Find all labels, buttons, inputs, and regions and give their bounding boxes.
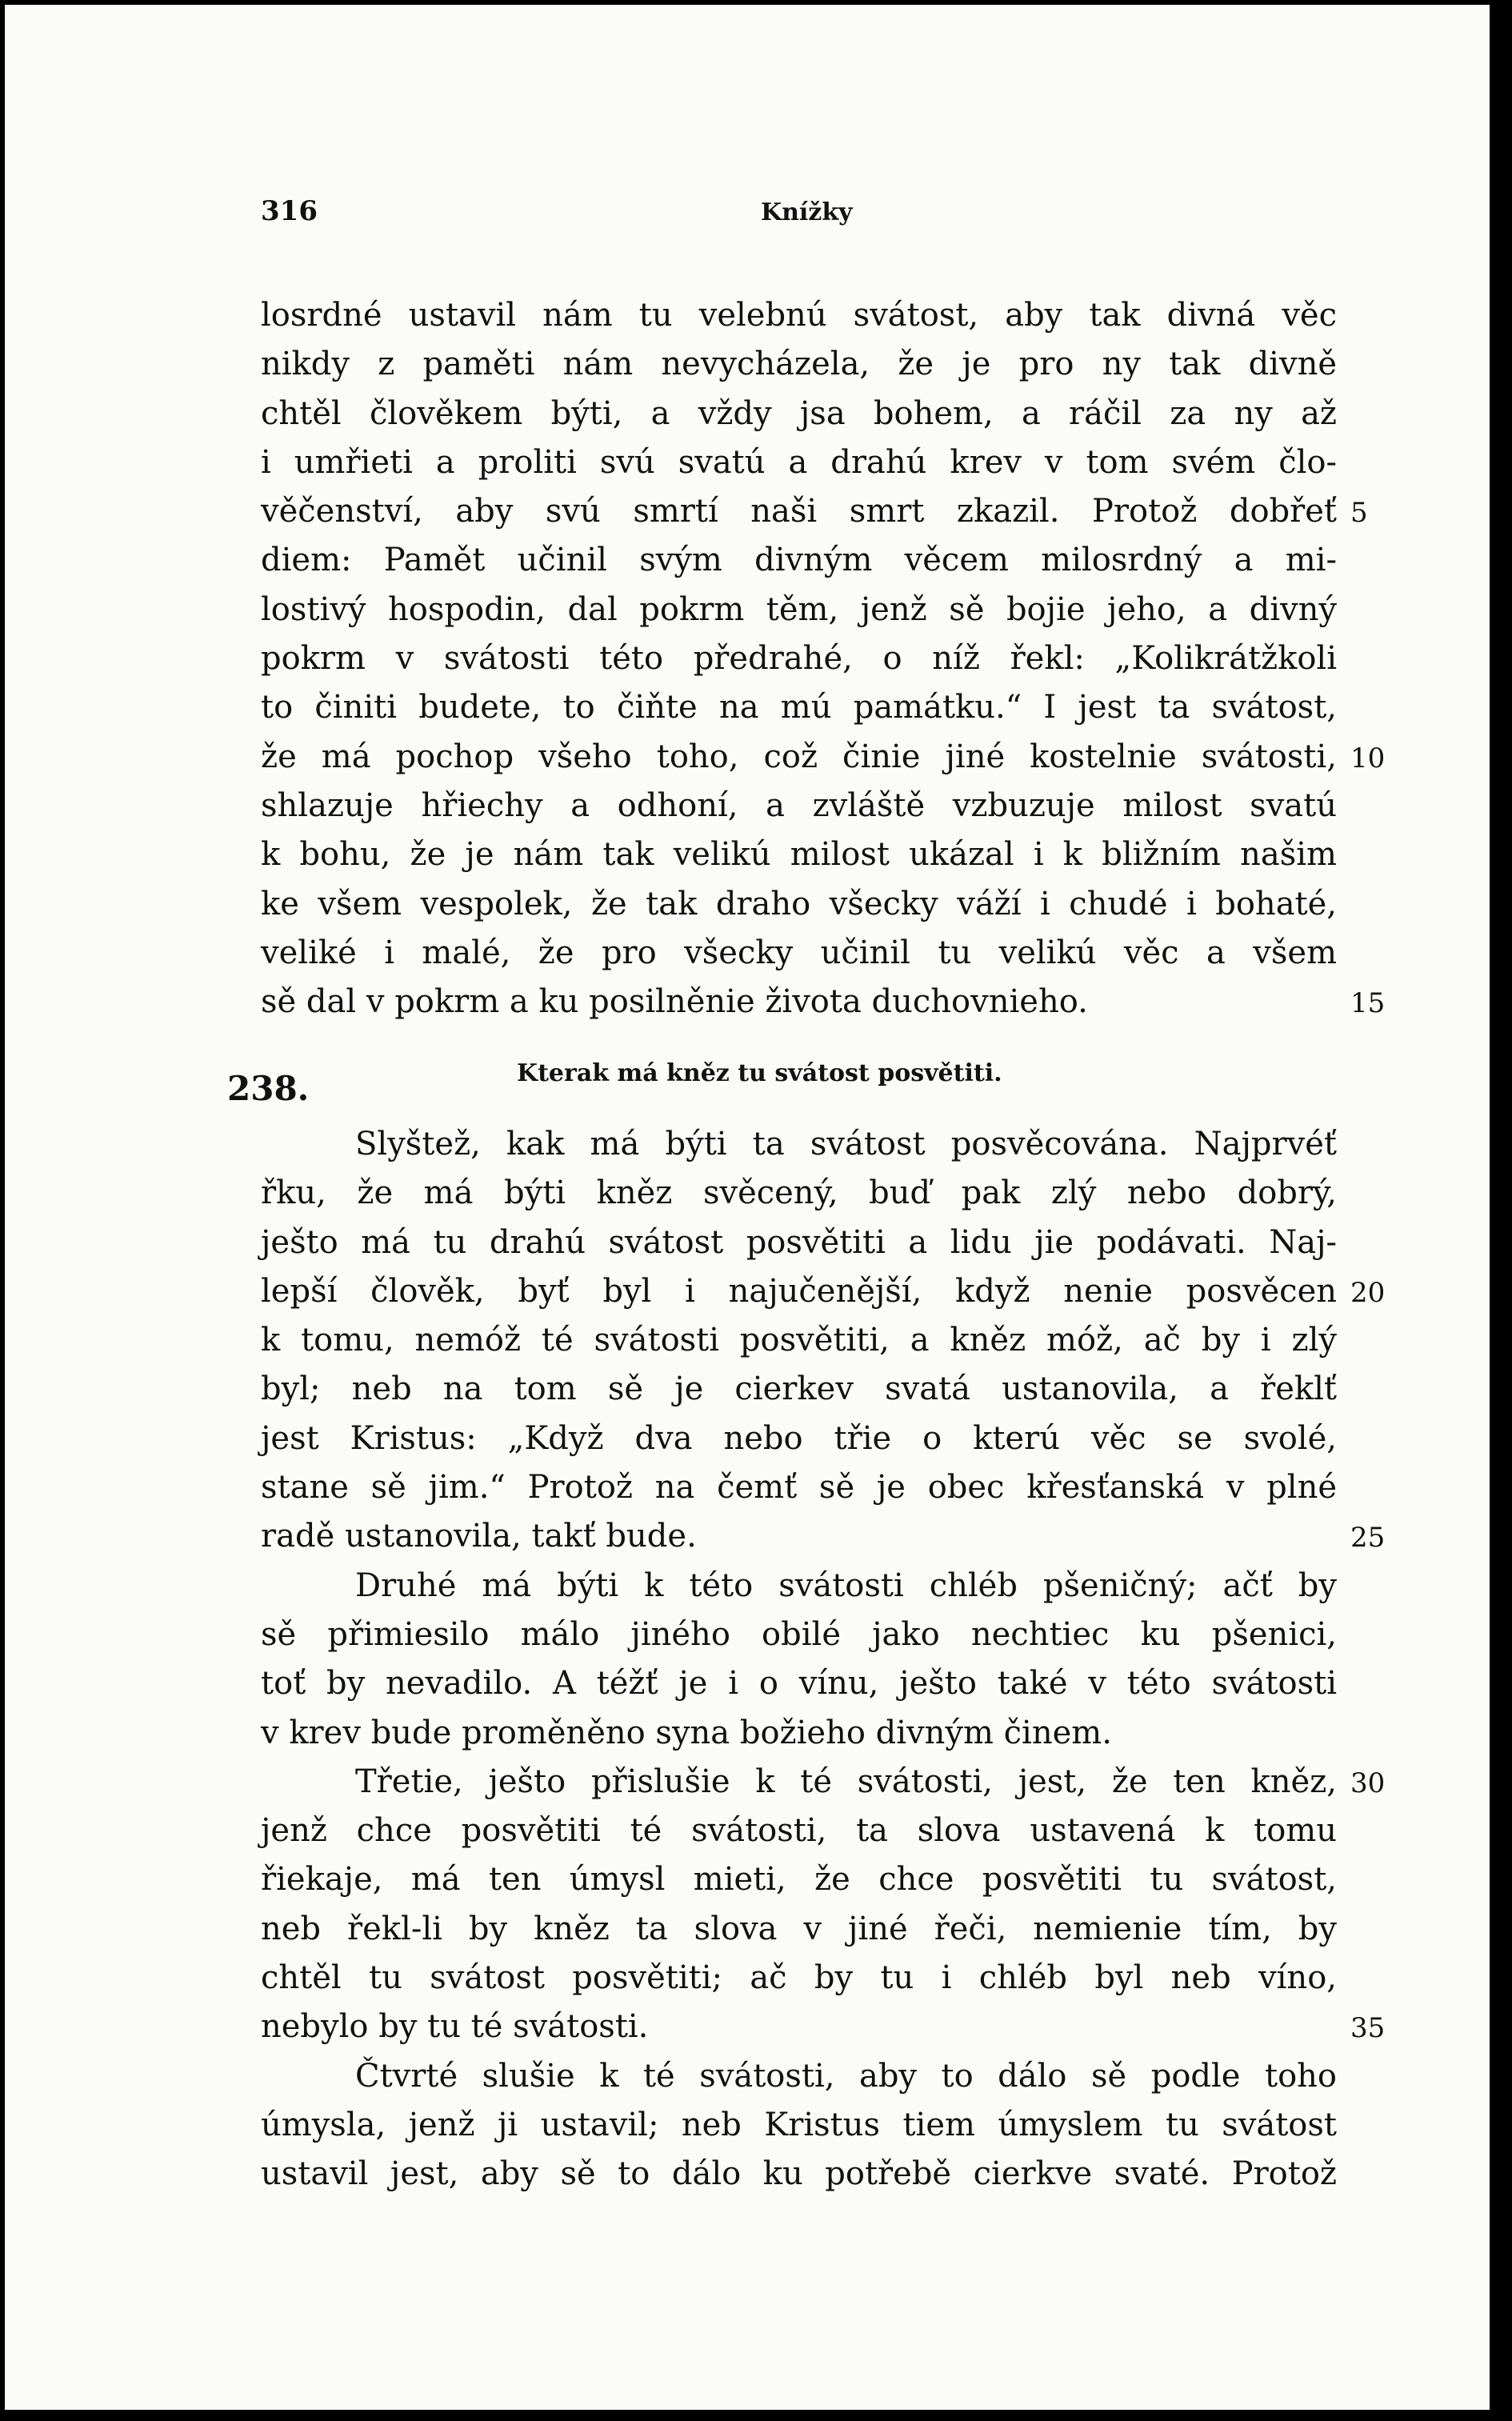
paragraph-continuation <box>261 291 1386 1026</box>
text-line: i umřieti a proliti svú svatú a drahú krev v tom svém člo- <box>261 443 1337 481</box>
text-line: neb řekl-li by kněz ta slova v jiné řeči, nemienie tím, by <box>261 1910 1337 1947</box>
line-number: 5 <box>1350 497 1368 530</box>
section-body <box>261 1120 1386 2199</box>
book-page <box>5 5 1490 2410</box>
text-line: sě dal v pokrm a ku posilněnie života duchovnieho. 15 <box>261 978 1337 1026</box>
page-number: 316 <box>261 195 318 227</box>
text-line: k tomu, nemóž té svátosti posvětiti, a kněz móž, ač by i zlý <box>261 1322 1337 1359</box>
text-line: jest Kristus: „Když dva nebo třie o kterú věc se svolé, <box>261 1419 1337 1457</box>
section-heading: Kterak má kněz tu svátost posvětiti. <box>517 1059 1002 1087</box>
text-line: pokrm v svátosti této předrahé, o níž řekl: „Kolikrátžkoli <box>261 640 1337 678</box>
text-line: v krev bude proměněno syna božieho divným činem. <box>261 1714 1112 1751</box>
text-line: Čtvrté slušie k té svátosti, aby to dálo sě podle toho <box>355 2057 1337 2095</box>
section-number: 238. <box>227 1069 310 1108</box>
line-number: 15 <box>1350 987 1386 1020</box>
text-line: chtěl člověkem býti, a vždy jsa bohem, a ráčil za ny až <box>261 394 1337 432</box>
text-line: Slyštež, kak má býti ta svátost posvěcována. Najprvéť <box>355 1126 1337 1162</box>
text-line: diem: Pamět učinil svým divným věcem milosrdný a mi- <box>261 542 1337 579</box>
text-line: úmysla, jenž ji ustavil; neb Kristus tiem úmyslem tu svátost <box>261 2106 1337 2143</box>
text-line: stane sě jim.“ Protož na čemť sě je obec křesťanská v plné <box>261 1469 1337 1507</box>
text-line: sě přimiesilo málo jiného obilé jako nechtiec ku pšenici, <box>261 1615 1337 1653</box>
text-line: Třetie, ješto přislušie k té svátosti, jest, že ten kněz, 30 <box>261 1758 1337 1807</box>
text-line: losrdné ustavil nám tu velebnú svátost, aby tak divná věc <box>261 297 1337 334</box>
text-line: chtěl tu svátost posvětiti; ač by tu i chléb byl neb víno, <box>261 1959 1337 1997</box>
text-line: to činiti budete, to čiňte na mú památku.“ I jest ta svátost, <box>261 689 1337 726</box>
text-line: věčenství, aby svú smrtí naši smrt zkazil. Protož dobřeť 5 <box>261 487 1337 536</box>
text-line: byl; neb na tom sě je cierkev svatá ustanovila, a řeklť <box>261 1371 1337 1408</box>
line-number: 30 <box>1350 1767 1386 1799</box>
text-line: řku, že má býti kněz svěcený, buď pak zlý nebo dobrý, <box>261 1174 1337 1212</box>
text-line: nikdy z paměti nám nevycházela, že je pro ny tak divně <box>261 346 1337 383</box>
line-number: 35 <box>1350 2012 1386 2045</box>
text-line: toť by nevadilo. A téžť je i o vínu, ješto také v této svátosti <box>261 1665 1337 1703</box>
text-line: Druhé má býti k této svátosti chléb pšeničný; ačť by <box>355 1567 1337 1604</box>
line-number: 10 <box>1350 742 1386 774</box>
text-line: ke všem vespolek, že tak draho všecky váží i chudé i bohaté, <box>261 885 1337 922</box>
text-line: nebylo by tu té svátosti. 35 <box>261 2003 1337 2051</box>
text-line: lostivý hospodin, dal pokrm těm, jenž sě bojie jeho, a divný <box>261 590 1337 628</box>
text-line: jenž chce posvětiti té svátosti, ta slova ustavená k tomu <box>261 1812 1337 1850</box>
text-line: řiekaje, má ten úmysl mieti, že chce posvětiti tu svátost, <box>261 1861 1337 1899</box>
page-header <box>5 195 1490 243</box>
text-line: radě ustanovila, takť bude. 25 <box>261 1512 1337 1561</box>
section-title-row <box>5 1059 1490 1115</box>
text-line: k bohu, že je nám tak velikú milost ukázal i k bližním našim <box>261 836 1337 874</box>
text-line: lepší člověk, byť byl i najučenější, když nenie posvěcen 20 <box>261 1267 1337 1316</box>
line-number: 20 <box>1350 1276 1386 1309</box>
line-number: 25 <box>1350 1522 1386 1555</box>
text-line: veliké i malé, že pro všecky učinil tu velikú věc a všem <box>261 934 1337 971</box>
running-title: Knížky <box>761 198 853 226</box>
text-line: ustavil jest, aby sě to dálo ku potřebě cierkve svaté. Protož <box>261 2155 1337 2193</box>
text-line: shlazuje hřiechy a odhoní, a zvláště vzbuzuje milost svatú <box>261 786 1337 824</box>
text-line: že má pochop všeho toho, což činie jiné kostelnie svátosti, 10 <box>261 733 1337 782</box>
text-line: ješto má tu drahú svátost posvětiti a lidu jie podávati. Naj- <box>261 1223 1337 1261</box>
